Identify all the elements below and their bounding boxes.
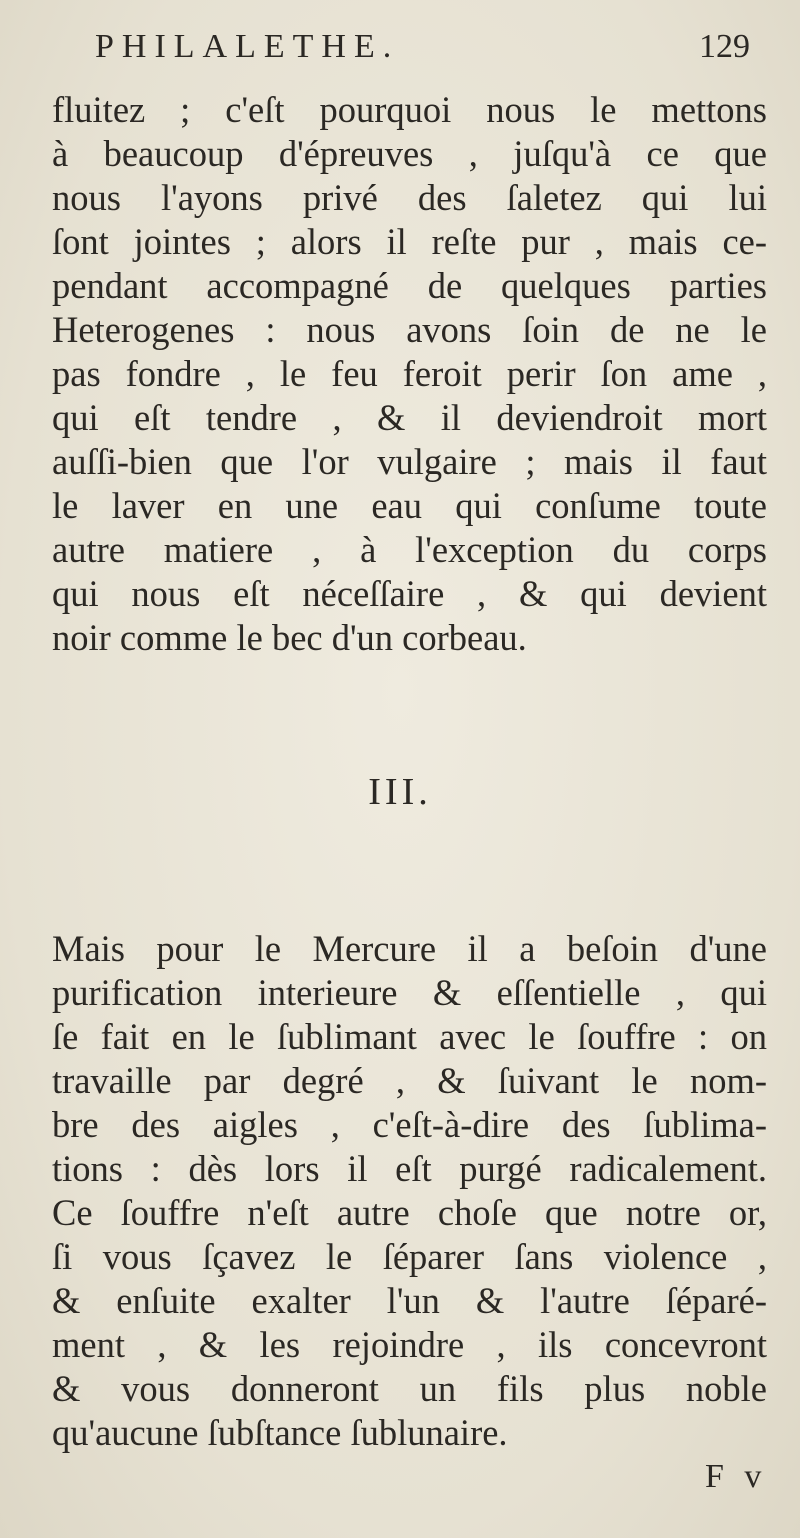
text-line: noir comme le bec d'un corbeau. xyxy=(52,617,527,658)
text-line: pendant accompagné de quelques parties xyxy=(52,265,767,306)
text-line: à beaucoup d'épreuves , juſqu'à ce que xyxy=(52,133,767,174)
text-line: nous l'ayons privé des ſaletez qui lui xyxy=(52,177,767,218)
text-line: le laver en une eau qui conſume toute xyxy=(52,485,767,526)
text-line: pas fondre , le feu feroit perir ſon ame , xyxy=(52,353,767,394)
page-number: 129 xyxy=(699,28,750,65)
text-line: Heterogenes : nous avons ſoin de ne le xyxy=(52,309,767,350)
text-line: autre matiere , à l'exception du corps xyxy=(52,529,767,570)
text-line: qu'aucune ſubſtance ſublunaire. xyxy=(52,1412,508,1453)
text-line: ſe fait en le ſublimant avec le ſouffre : on xyxy=(52,1016,767,1057)
text-line: bre des aigles , c'eſt-à-dire des ſublima- xyxy=(52,1104,767,1145)
text-line: travaille par degré , & ſuivant le nom- xyxy=(52,1060,767,1101)
signature-mark: F v xyxy=(705,1458,768,1495)
running-title: PHILALETHE. xyxy=(95,28,400,65)
text-line: & vous donneront un fils plus noble xyxy=(52,1368,767,1409)
page-header xyxy=(95,28,770,72)
text-line: Mais pour le Mercure il a beſoin d'une xyxy=(52,928,767,969)
paragraph-1 xyxy=(52,88,767,660)
text-line: purification interieure & eſſentielle , qui xyxy=(52,972,767,1013)
text-line: ſi vous ſçavez le ſéparer ſans violence , xyxy=(52,1236,767,1277)
text-line: fluitez ; c'eſt pourquoi nous le mettons xyxy=(52,89,767,130)
paragraph-2 xyxy=(52,927,767,1455)
text-line: ment , & les rejoindre , ils concevront xyxy=(52,1324,767,1365)
text-line: ſont jointes ; alors il reſte pur , mais ce- xyxy=(52,221,767,262)
text-line: Ce ſouffre n'eſt autre choſe que notre or, xyxy=(52,1192,767,1233)
text-line: qui eſt tendre , & il deviendroit mort xyxy=(52,397,767,438)
text-line: tions : dès lors il eſt purgé radicalement. xyxy=(52,1148,767,1189)
text-line: qui nous eſt néceſſaire , & qui devient xyxy=(52,573,767,614)
text-line: & enſuite exalter l'un & l'autre ſéparé- xyxy=(52,1280,767,1321)
text-line: auſſi-bien que l'or vulgaire ; mais il faut xyxy=(52,441,767,482)
section-number: III. xyxy=(368,771,432,813)
